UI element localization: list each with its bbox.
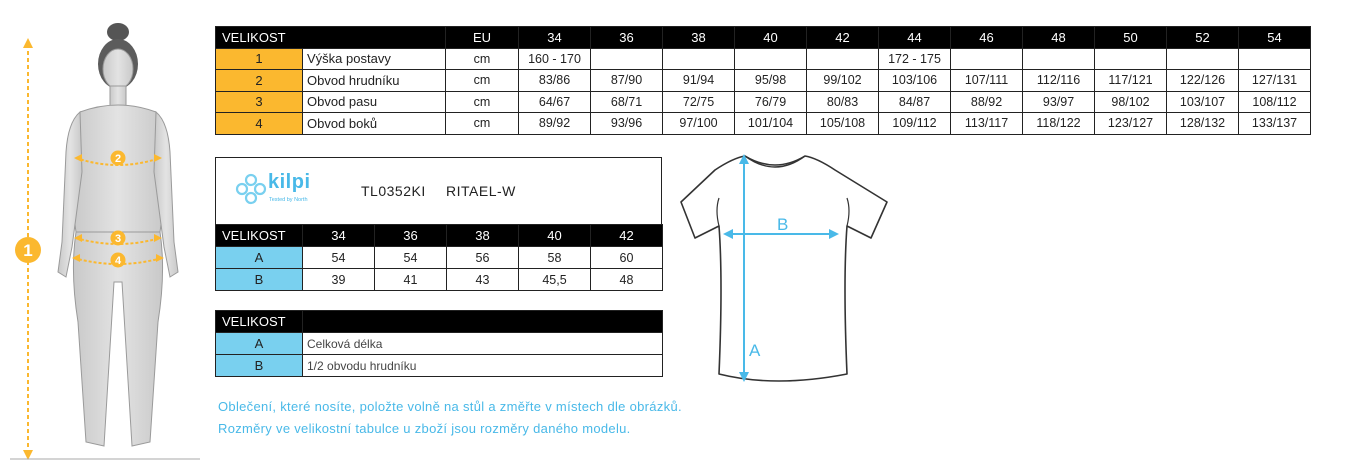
header-size: 36 — [375, 225, 447, 247]
size-value — [807, 48, 879, 70]
header-size: 40 — [735, 27, 807, 49]
size-value: 43 — [447, 269, 519, 291]
tshirt-diagram — [675, 150, 895, 390]
product-header-box — [215, 157, 662, 226]
product-table-row — [216, 247, 663, 269]
header-size: 40 — [519, 225, 591, 247]
row-label: B — [216, 269, 303, 291]
product-name: RITAEL-W — [446, 183, 516, 199]
size-value: 113/117 — [951, 113, 1023, 135]
size-value: 68/71 — [591, 91, 663, 113]
size-value: 105/108 — [807, 113, 879, 135]
row-label: Výška postavy — [303, 48, 446, 70]
svg-text:2: 2 — [114, 153, 122, 165]
size-value — [951, 48, 1023, 70]
header-size: 38 — [663, 27, 735, 49]
kilpi-logo-icon — [234, 172, 268, 206]
legend-label: B — [216, 355, 303, 377]
header-velikost: VELIKOST — [216, 311, 303, 333]
body-measurement-figure — [0, 22, 215, 467]
svg-text:1: 1 — [23, 241, 33, 260]
header-size: 52 — [1167, 27, 1239, 49]
size-value: 108/112 — [1239, 91, 1311, 113]
size-value: 54 — [303, 247, 375, 269]
legend-row — [216, 333, 663, 355]
legend-description: 1/2 obvodu hrudníku — [303, 355, 663, 377]
size-value: 118/122 — [1023, 113, 1095, 135]
header-velikost: VELIKOST — [216, 27, 446, 49]
svg-text:3: 3 — [114, 233, 122, 245]
header-size: 34 — [519, 27, 591, 49]
size-value: 45,5 — [519, 269, 591, 291]
measure-instruction-note: Oblečení, které nosíte, položte volně na stůl a změřte v místech dle obrázků. — [218, 399, 682, 414]
brand-tagline: Tested by North — [269, 197, 308, 203]
size-value — [735, 48, 807, 70]
marker-1 — [15, 237, 41, 263]
legend-row — [216, 355, 663, 377]
size-value: 56 — [447, 247, 519, 269]
legend-label: A — [216, 333, 303, 355]
size-value: 87/90 — [591, 70, 663, 92]
size-value: 98/102 — [1095, 91, 1167, 113]
size-value: 80/83 — [807, 91, 879, 113]
row-label: A — [216, 247, 303, 269]
product-table-row — [216, 269, 663, 291]
size-value: 91/94 — [663, 70, 735, 92]
row-label: Obvod pasu — [303, 91, 446, 113]
row-unit: cm — [446, 113, 519, 135]
row-number: 4 — [216, 113, 303, 135]
size-value: 89/92 — [519, 113, 591, 135]
size-chart-row — [216, 91, 1311, 113]
size-value: 101/104 — [735, 113, 807, 135]
label-b: B — [777, 215, 789, 234]
size-chart-header — [216, 27, 1311, 49]
product-size-table — [215, 224, 663, 291]
marker-4 — [111, 253, 126, 268]
legend-table-header — [216, 311, 663, 333]
size-value: 84/87 — [879, 91, 951, 113]
size-value: 127/131 — [1239, 70, 1311, 92]
size-value: 93/97 — [1023, 91, 1095, 113]
size-value — [1167, 48, 1239, 70]
size-value: 103/106 — [879, 70, 951, 92]
measurement-legend-table — [215, 310, 663, 377]
product-code: TL0352KI — [361, 183, 426, 199]
size-value: 41 — [375, 269, 447, 291]
header-velikost: VELIKOST — [216, 225, 303, 247]
label-a: A — [749, 341, 761, 360]
size-value — [1023, 48, 1095, 70]
size-value: 172 - 175 — [879, 48, 951, 70]
marker-3 — [111, 231, 126, 246]
size-value — [1095, 48, 1167, 70]
size-value — [663, 48, 735, 70]
size-value: 112/116 — [1023, 70, 1095, 92]
header-blank — [303, 311, 663, 333]
row-unit: cm — [446, 48, 519, 70]
row-label: Obvod boků — [303, 113, 446, 135]
header-size: 48 — [1023, 27, 1095, 49]
size-value: 76/79 — [735, 91, 807, 113]
size-value: 133/137 — [1239, 113, 1311, 135]
size-value: 103/107 — [1167, 91, 1239, 113]
size-value: 117/121 — [1095, 70, 1167, 92]
size-chart-row — [216, 70, 1311, 92]
size-value: 48 — [591, 269, 663, 291]
row-number: 1 — [216, 48, 303, 70]
size-value: 93/96 — [591, 113, 663, 135]
size-value: 122/126 — [1167, 70, 1239, 92]
header-size: 36 — [591, 27, 663, 49]
header-size: 34 — [303, 225, 375, 247]
size-value: 39 — [303, 269, 375, 291]
size-value: 128/132 — [1167, 113, 1239, 135]
header-size: 42 — [591, 225, 663, 247]
size-value: 60 — [591, 247, 663, 269]
header-size: 54 — [1239, 27, 1311, 49]
row-number: 3 — [216, 91, 303, 113]
svg-text:4: 4 — [114, 255, 122, 267]
size-value — [1239, 48, 1311, 70]
model-dimensions-note: Rozměry ve velikostní tabulce u zboží jsou rozměry daného modelu. — [218, 421, 631, 436]
size-value: 97/100 — [663, 113, 735, 135]
header-size: 44 — [879, 27, 951, 49]
size-chart-row — [216, 113, 1311, 135]
header-size: 46 — [951, 27, 1023, 49]
size-value: 64/67 — [519, 91, 591, 113]
size-value: 72/75 — [663, 91, 735, 113]
product-table-header — [216, 225, 663, 247]
header-size: 50 — [1095, 27, 1167, 49]
row-label: Obvod hrudníku — [303, 70, 446, 92]
size-value: 83/86 — [519, 70, 591, 92]
legend-description: Celková délka — [303, 333, 663, 355]
size-value: 95/98 — [735, 70, 807, 92]
row-unit: cm — [446, 91, 519, 113]
header-eu: EU — [446, 27, 519, 49]
size-value: 123/127 — [1095, 113, 1167, 135]
size-value: 107/111 — [951, 70, 1023, 92]
brand-name: kilpi — [268, 171, 311, 193]
row-number: 2 — [216, 70, 303, 92]
header-size: 42 — [807, 27, 879, 49]
size-value: 99/102 — [807, 70, 879, 92]
size-value: 58 — [519, 247, 591, 269]
size-value: 109/112 — [879, 113, 951, 135]
header-size: 38 — [447, 225, 519, 247]
size-value — [591, 48, 663, 70]
size-chart-row — [216, 48, 1311, 70]
row-unit: cm — [446, 70, 519, 92]
size-chart-table — [215, 26, 1311, 135]
size-value: 88/92 — [951, 91, 1023, 113]
size-value: 54 — [375, 247, 447, 269]
size-value: 160 - 170 — [519, 48, 591, 70]
marker-2 — [111, 151, 126, 166]
